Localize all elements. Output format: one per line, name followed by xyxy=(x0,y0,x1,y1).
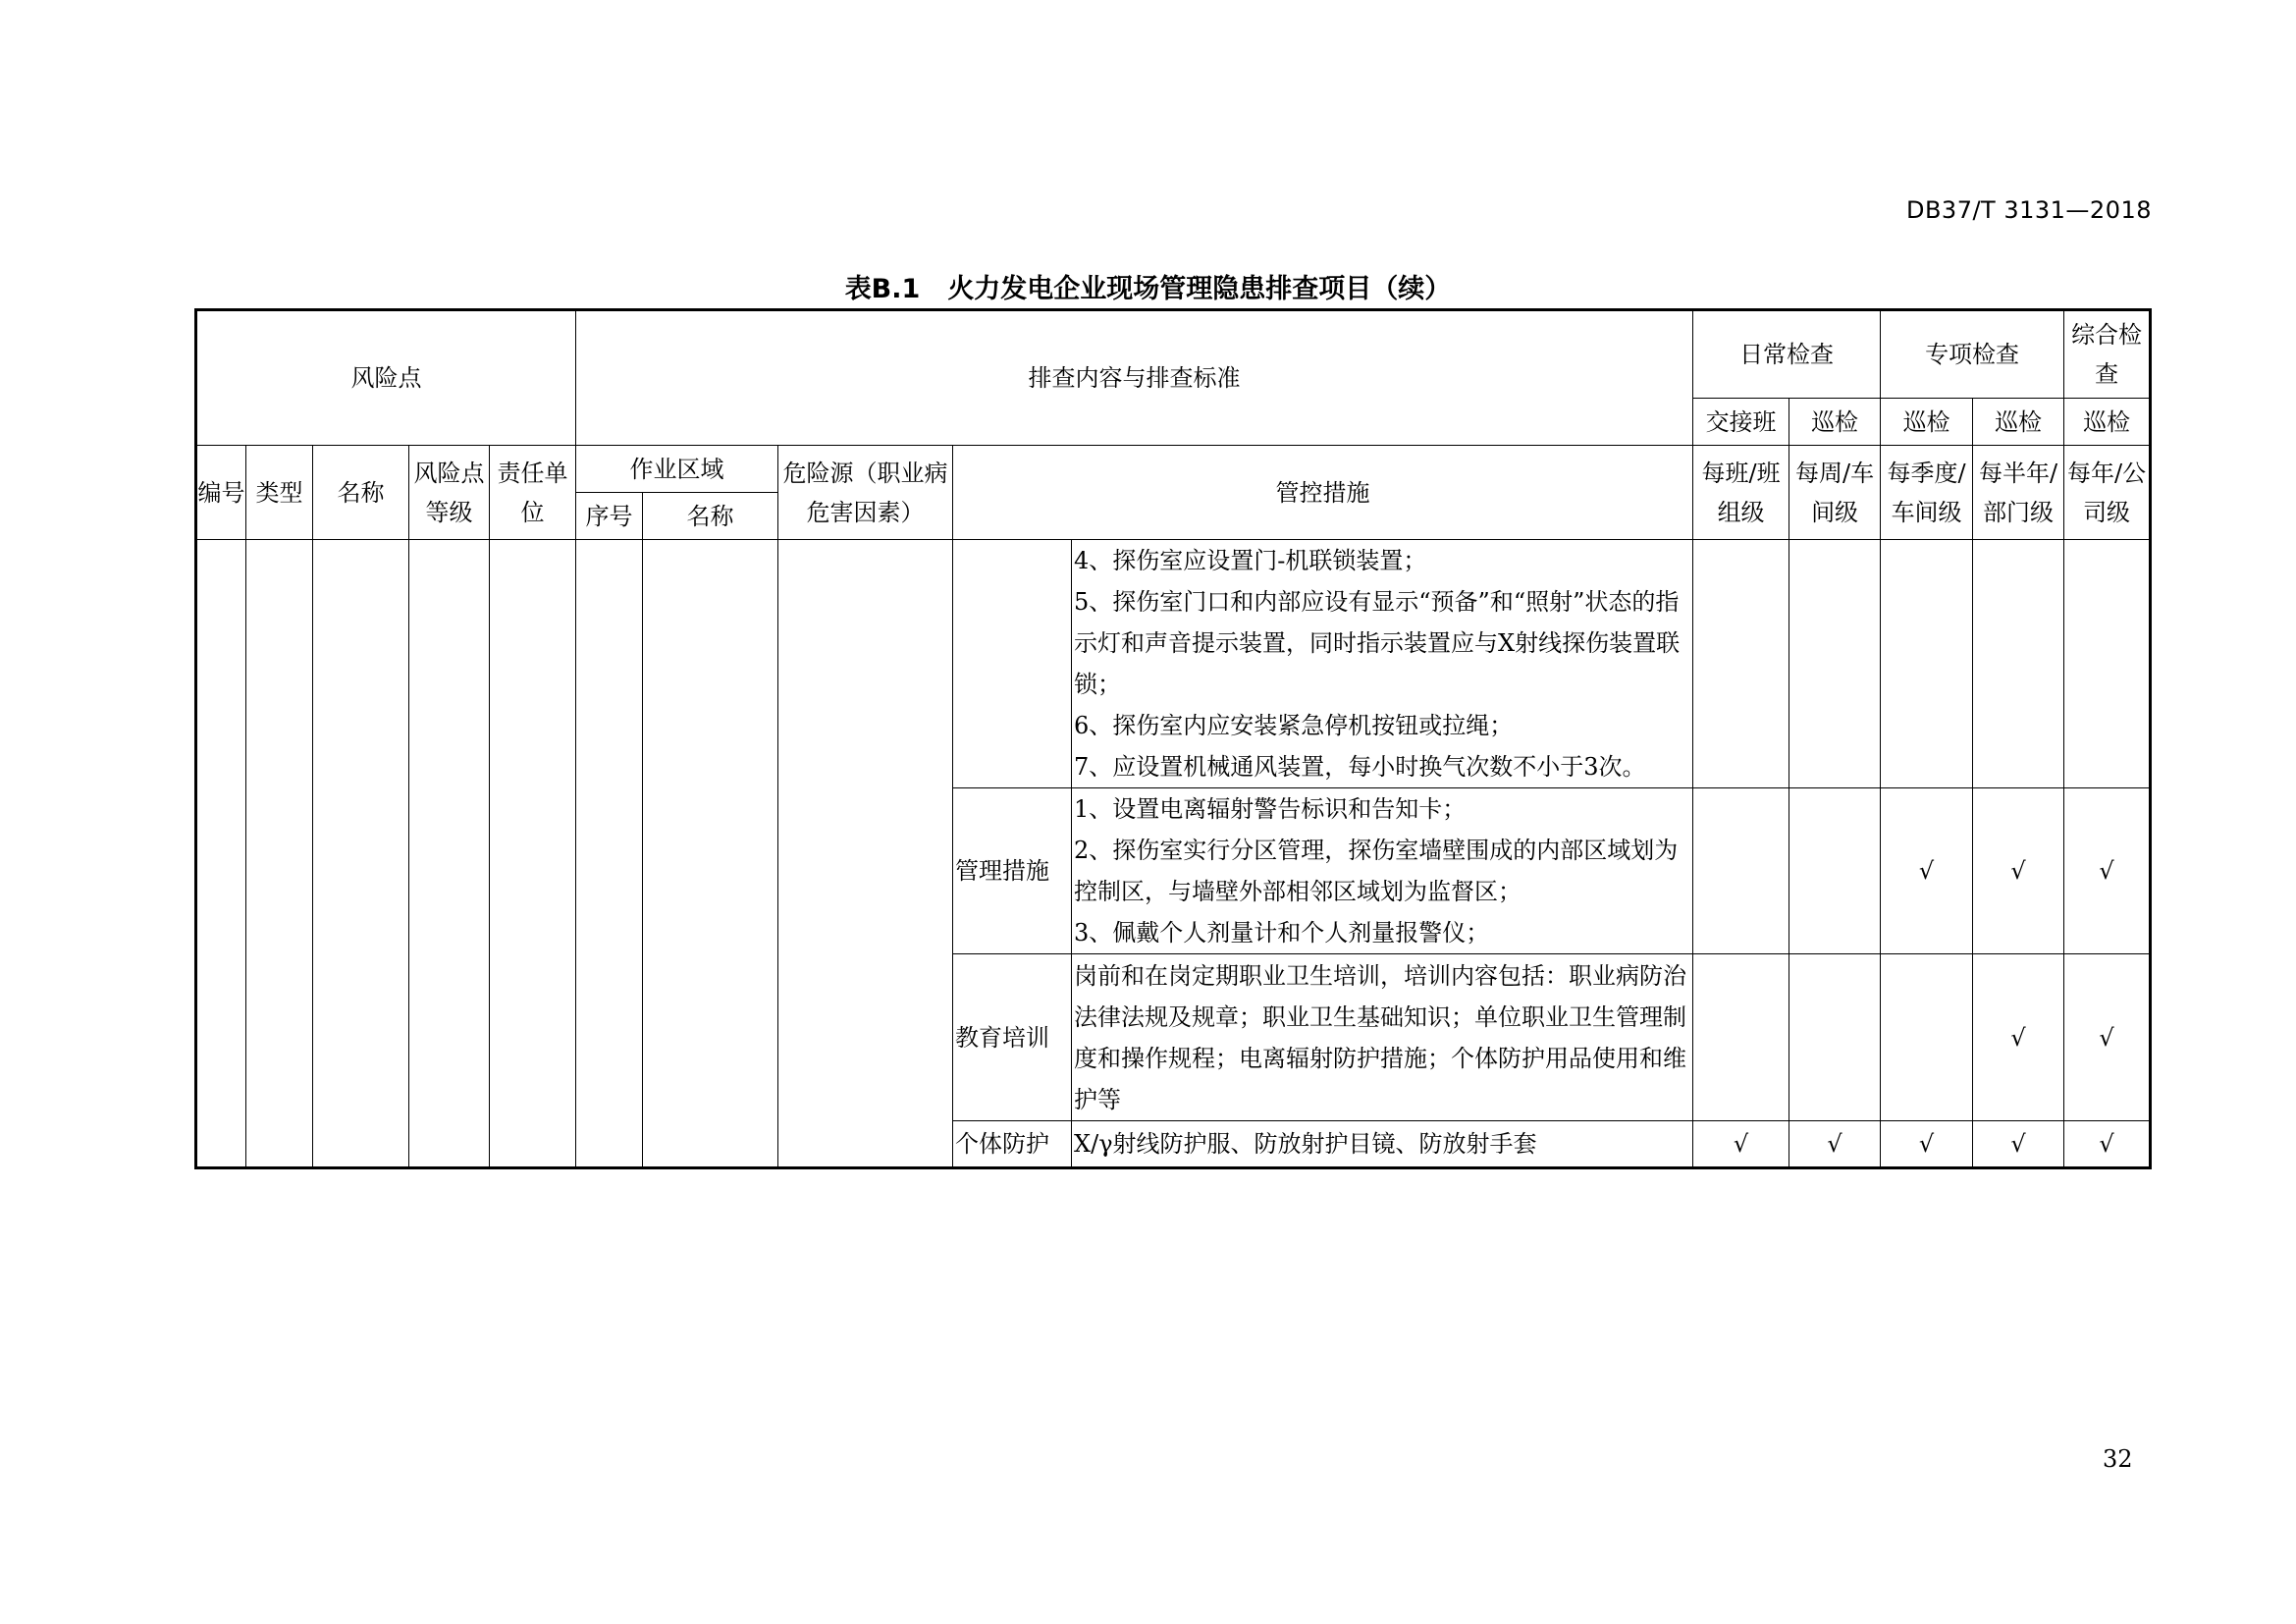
col-no-header: 编号 xyxy=(196,446,246,540)
content-standard-header: 排查内容与排查标准 xyxy=(576,310,1693,446)
measure-category xyxy=(953,540,1072,788)
measure-line: 岗前和在岗定期职业卫生培训，培训内容包括：职业病防治法律法规及规章；职业卫生基础知识；单位职业卫生管理制度和操作规程；电离辐射防护措施；个体防护用品使用和维护等 xyxy=(1074,961,1687,1113)
table-title-text: 火力发电企业现场管理隐患排查项目（续） xyxy=(947,274,1452,304)
col-work-area-header: 作业区域 xyxy=(576,446,778,493)
col-type-header: 类型 xyxy=(246,446,313,540)
measure-content xyxy=(1072,954,1693,1121)
measure-category: 管理措施 xyxy=(953,788,1072,954)
col-hazard-header: 危险源（职业病危害因素） xyxy=(778,446,953,540)
measure-line: 2、探伤室实行分区管理，探伤室墙壁围成的内部区域划为控制区，与墙壁外部相邻区域划为监督区； xyxy=(1074,837,1679,905)
col-name-header: 名称 xyxy=(313,446,409,540)
check-cell: √ xyxy=(1973,788,2064,954)
check-cell xyxy=(1693,540,1789,788)
risk-point-header: 风险点 xyxy=(196,310,576,446)
cell-resp-unit xyxy=(490,540,576,1168)
check-cell xyxy=(1789,788,1881,954)
freq-header-1: 每班/班组级 xyxy=(1693,446,1789,540)
measure-category: 个体防护 xyxy=(953,1121,1072,1168)
patrol-header: 巡检 xyxy=(1973,399,2064,446)
check-cell xyxy=(2064,540,2151,788)
measure-line: 4、探伤室应设置门-机联锁装置； xyxy=(1074,547,1427,574)
shift-handover-header: 交接班 xyxy=(1693,399,1789,446)
measure-line: 7、应设置机械通风装置，每小时换气次数不小于3次。 xyxy=(1074,753,1646,781)
daily-check-header: 日常检查 xyxy=(1693,310,1881,399)
col-control-header: 管控措施 xyxy=(953,446,1693,540)
comprehensive-check-header: 综合检查 xyxy=(2064,310,2151,399)
col-seq-header: 序号 xyxy=(576,493,643,540)
measure-content xyxy=(1072,788,1693,954)
table-label: 表B.1 xyxy=(844,274,921,304)
page-number: 32 xyxy=(2103,1445,2133,1473)
check-cell: √ xyxy=(1881,1121,1973,1168)
measure-content xyxy=(1072,1121,1693,1168)
measure-line: 1、设置电离辐射警告标识和告知卡； xyxy=(1074,795,1467,823)
cell-area-name xyxy=(643,540,778,1168)
patrol-header: 巡检 xyxy=(1881,399,1973,446)
cell-name xyxy=(313,540,409,1168)
measure-line: X/γ射线防护服、防放射护目镜、防放射手套 xyxy=(1074,1130,1537,1158)
check-cell xyxy=(1881,540,1973,788)
col-risk-level-header: 风险点等级 xyxy=(409,446,490,540)
check-cell: √ xyxy=(2064,954,2151,1121)
document-code: DB37/T 3131—2018 xyxy=(1905,196,2152,224)
check-cell: √ xyxy=(1973,1121,2064,1168)
special-check-header: 专项检查 xyxy=(1881,310,2064,399)
hazard-inspection-table xyxy=(194,308,2152,1169)
patrol-header: 巡检 xyxy=(2064,399,2151,446)
check-cell: √ xyxy=(1789,1121,1881,1168)
freq-header-3: 每季度/车间级 xyxy=(1881,446,1973,540)
table-title xyxy=(0,267,2296,305)
cell-risk-level xyxy=(409,540,490,1168)
check-cell: √ xyxy=(1693,1121,1789,1168)
freq-header-2: 每周/车间级 xyxy=(1789,446,1881,540)
check-cell: √ xyxy=(1973,954,2064,1121)
check-cell: √ xyxy=(2064,788,2151,954)
cell-type xyxy=(246,540,313,1168)
cell-seq xyxy=(576,540,643,1168)
check-cell xyxy=(1881,954,1973,1121)
col-area-name-header: 名称 xyxy=(643,493,778,540)
measure-category: 教育培训 xyxy=(953,954,1072,1121)
check-cell: √ xyxy=(2064,1121,2151,1168)
check-cell xyxy=(1693,788,1789,954)
measure-line: 6、探伤室内应安装紧急停机按钮或拉绳； xyxy=(1074,712,1514,739)
freq-header-4: 每半年/部门级 xyxy=(1973,446,2064,540)
col-resp-unit-header: 责任单位 xyxy=(490,446,576,540)
freq-header-5: 每年/公司级 xyxy=(2064,446,2151,540)
measure-line: 3、佩戴个人剂量计和个人剂量报警仪； xyxy=(1074,919,1490,947)
check-cell xyxy=(1973,540,2064,788)
patrol-header: 巡检 xyxy=(1789,399,1881,446)
measure-line: 5、探伤室门口和内部应设有显示“预备”和“照射”状态的指示灯和声音提示装置，同时指示装置应与X射线探伤装置联锁； xyxy=(1074,588,1681,698)
check-cell: √ xyxy=(1881,788,1973,954)
cell-hazard xyxy=(778,540,953,1168)
check-cell xyxy=(1789,954,1881,1121)
measure-content xyxy=(1072,540,1693,788)
check-cell xyxy=(1693,954,1789,1121)
cell-no xyxy=(196,540,246,1168)
check-cell xyxy=(1789,540,1881,788)
